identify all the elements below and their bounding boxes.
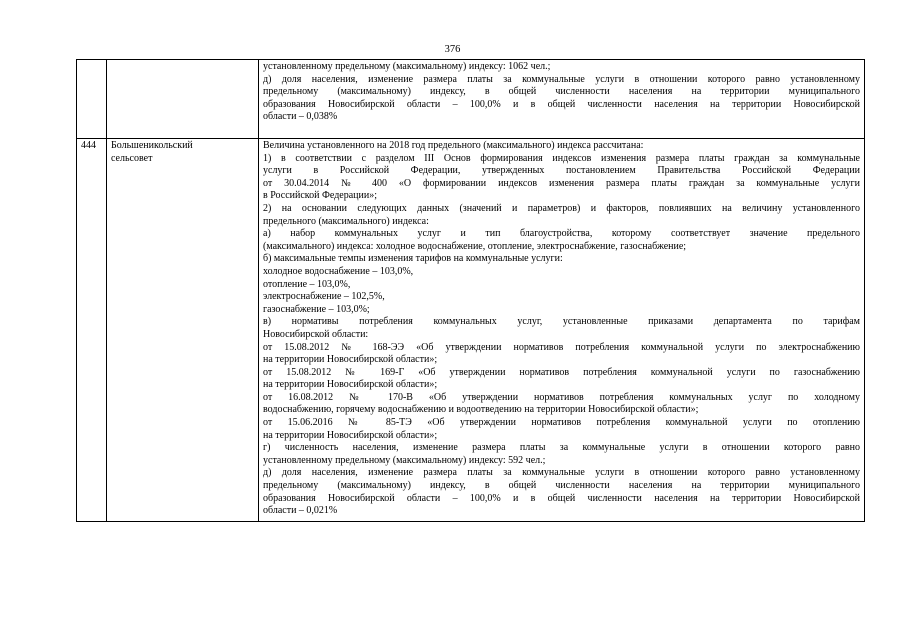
description-line: на территории Новосибирской области»;: [263, 429, 438, 441]
description-line: электроснабжение – 102,5%,: [263, 291, 385, 303]
description-line: от 30.04.2014 № 400 «О формировании индексов изменения размера платы граждан за коммунальные услуги: [263, 177, 860, 189]
row-number-cell: [77, 60, 107, 139]
description-line: водоснабжению, горячему водоснабжению и водоотведению на территории Новосибирской области»;: [263, 404, 699, 416]
description-line: 1) в соответствии с разделом III Основ формирования индексов изменения размера платы граждан за коммунальные: [263, 152, 860, 164]
description-line: газоснабжение – 103,0%;: [263, 303, 370, 315]
description-line: на территории Новосибирской области»;: [263, 379, 438, 391]
description-line: предельного (максимального) индекса:: [263, 215, 429, 227]
row-number-cell: 444: [77, 139, 107, 522]
description-line: на территории Новосибирской области»;: [263, 354, 438, 366]
description-line: установленному предельному (максимальному) индексу: 592 чел.;: [263, 454, 546, 466]
municipality-cell: [107, 60, 259, 139]
description-line: предельному (максимальному) индексу, в общей численности населения на территории муниципального: [263, 86, 860, 98]
description-line: образования Новосибирской области – 100,0% и в общей численности населения на территории Новосибирской: [263, 492, 860, 504]
description-line: холодное водоснабжение – 103,0%,: [263, 265, 414, 277]
description-line: д) доля населения, изменение размера платы за коммунальные услуги в отношении которого равно установленному: [263, 73, 860, 85]
description-line: 2) на основании следующих данных (значений и параметров) и факторов, повлиявших на величину установленного: [263, 202, 860, 214]
table-row: [77, 60, 865, 139]
description-line: от 15.08.2012 № 168-ЭЭ «Об утверждении нормативов потребления коммунальной услуги по электроснабжению: [263, 341, 860, 353]
description-line: Величина установленного на 2018 год предельного (максимального) индекса рассчитана:: [263, 140, 644, 151]
page-number: 376: [444, 44, 461, 55]
description-line: установленному предельному (максимальному) индексу: 1062 чел.;: [263, 61, 551, 72]
description-line: области – 0,021%: [263, 505, 338, 517]
description-line: образования Новосибирской области – 100,0% и в общей численности населения на территории Новосибирской: [263, 98, 860, 110]
description-line: предельному (максимальному) индексу, в общей численности населения на территории муниципального: [263, 480, 860, 492]
table-row: [77, 139, 865, 522]
municipality-name-line: Большеникольский: [111, 140, 193, 151]
description-line: от 15.08.2012 № 169-Г «Об утверждении нормативов потребления коммунальной услуги по газоснабжению: [263, 366, 860, 378]
description-line: Новосибирской области:: [263, 328, 369, 340]
description-line: в Российской Федерации»;: [263, 190, 378, 202]
description-cell: [259, 60, 865, 139]
description-cell: [259, 139, 865, 522]
description-line: д) доля населения, изменение размера платы за коммунальные услуги в отношении которого равно установленному: [263, 467, 860, 479]
municipality-cell: [107, 139, 259, 522]
description-line: а) набор коммунальных услуг и тип благоустройства, которому соответствует значение предельного: [263, 228, 860, 240]
municipality-name-line: сельсовет: [111, 152, 153, 164]
description-line: от 15.06.2016 № 85-ТЭ «Об утверждении нормативов потребления коммунальной услуги по отоплению: [263, 417, 860, 429]
description-line: услуги в Российской Федерации, утвержденных постановлением Правительства Российской Федерации: [263, 165, 860, 177]
description-line: г) численность населения, изменение размера платы за коммунальные услуги в отношении которого равно: [263, 442, 860, 454]
index-table: [76, 59, 865, 522]
description-line: б) максимальные темпы изменения тарифов на коммунальные услуги:: [263, 253, 563, 265]
description-line: отопление – 103,0%,: [263, 278, 351, 290]
description-line: области – 0,038%: [263, 111, 338, 123]
description-line: от 16.08.2012 № 170-В «Об утверждении нормативов потребления коммунальных услуг по холодному: [263, 391, 860, 403]
description-line: в) нормативы потребления коммунальных услуг, установленные приказами департамента по тарифам: [263, 316, 860, 328]
description-line: (максимального) индекса: холодное водоснабжение, отопление, электроснабжение, газоснабжение;: [263, 240, 687, 252]
